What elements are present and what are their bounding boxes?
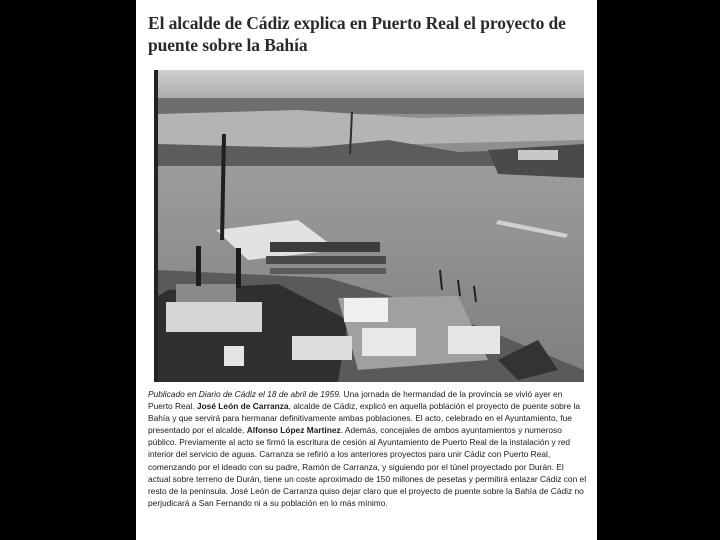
article-caption <box>148 388 588 509</box>
caption-text-2: , alcalde de Cádiz, explicó en aquella población el proyecto de puente sobre la Bahía y que servirá para hermanar definitivamente ambas poblaciones. El acto, celebrado en el Ayuntamiento, fue presentado por el alcalde, <box>148 401 581 436</box>
caption-text-1: Una jornada de hermandad de la provincia se vivió ayer en Puerto Real. <box>148 389 563 412</box>
caption-person-2: Alfonso López Martínez <box>246 425 341 436</box>
caption-text-3: . Además, concejales de ambos ayuntamientos y numeroso público. Previamente al acto se firmó la escritura de cesión al Ayuntamiento de Puerto Real de la instalación y red interior del servicio de aguas. Carranza se refirió a los anteriores proyectos para unir Cádiz con Puerto Real, comenzando por el ideado con su padre, Ramón de Carranza, y siguiendo por el túnel proyectado por Durán. El actual sobre terreno de Durán, tiene un coste aproximado de 150 millones de pesetas y permitirá enlazar Cádiz con el resto de la península. José León de Carranza quiso dejar claro que el proyecto de puente sobre la Bahía de Cádiz no perjudicará a San Fernando ni a su población en lo más mínimo. <box>148 425 587 508</box>
aerial-photo-image <box>158 70 584 382</box>
article-page <box>136 0 597 540</box>
publication-note: Publicado en Diario de Cádiz el 18 de abril de 1959. <box>148 389 342 399</box>
aerial-photo <box>158 70 584 382</box>
caption-person-1: José León de Carranza <box>196 401 289 412</box>
article-headline: El alcalde de Cádiz explica en Puerto Real el proyecto de puente sobre la Bahía <box>148 13 566 55</box>
